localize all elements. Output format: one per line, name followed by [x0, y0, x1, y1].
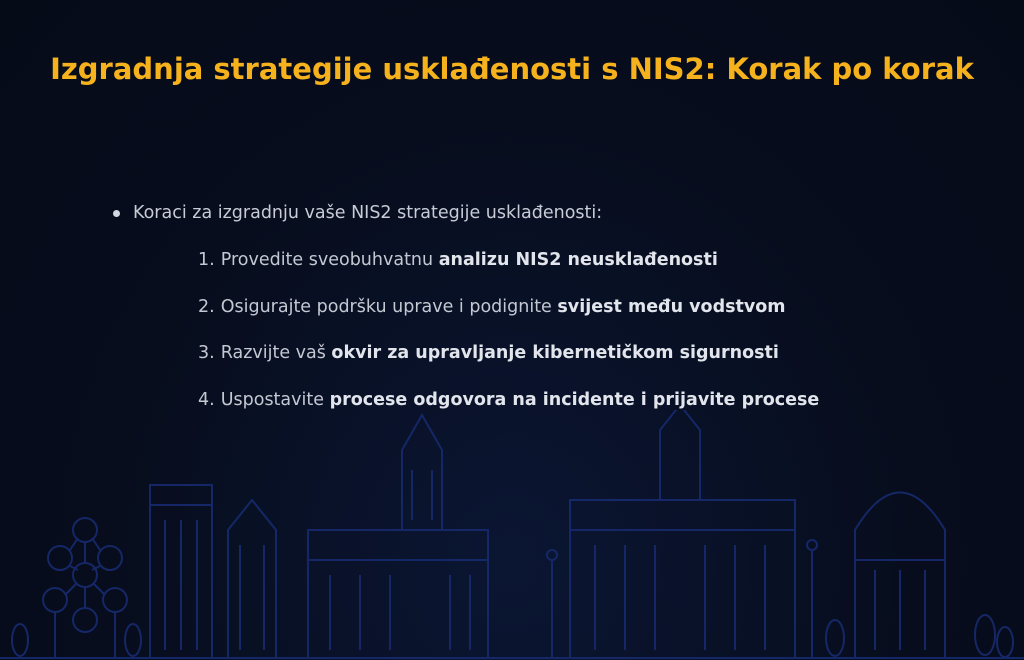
- list-item: [198, 250, 819, 297]
- step-number: 2.: [198, 296, 215, 317]
- slide-title: Izgradnja strategije usklađenosti s NIS2: Korak po korak: [50, 52, 974, 86]
- step-text: Razvijte vaš: [220, 343, 332, 363]
- list-item: [198, 297, 819, 344]
- step-bold-text: okvir za upravljanje kibernetičkom sigurnosti: [331, 343, 779, 363]
- step-number: 3.: [198, 343, 215, 363]
- step-bold-text: procese odgovora na incidente i prijavite procese: [329, 389, 820, 410]
- steps-list: [198, 250, 819, 436]
- intro-text: Koraci za izgradnju vaše NIS2 strategije usklađenosti:: [133, 203, 603, 223]
- list-item: [198, 343, 819, 390]
- step-text: Osigurajte podršku uprave i podignite: [220, 296, 558, 317]
- step-bold-text: analizu NIS2 neusklađenosti: [438, 250, 718, 270]
- step-text: Uspostavite: [220, 389, 330, 410]
- bullet-dot-icon: [113, 210, 120, 217]
- step-text: Provedite sveobuhvatnu: [220, 250, 439, 270]
- city-skyline-illustration: [0, 410, 1024, 660]
- intro-bullet: [113, 203, 602, 223]
- step-bold-text: svijest među vodstvom: [557, 296, 786, 317]
- step-number: 4.: [198, 389, 215, 410]
- step-number: 1.: [198, 250, 215, 270]
- list-item: [198, 390, 819, 437]
